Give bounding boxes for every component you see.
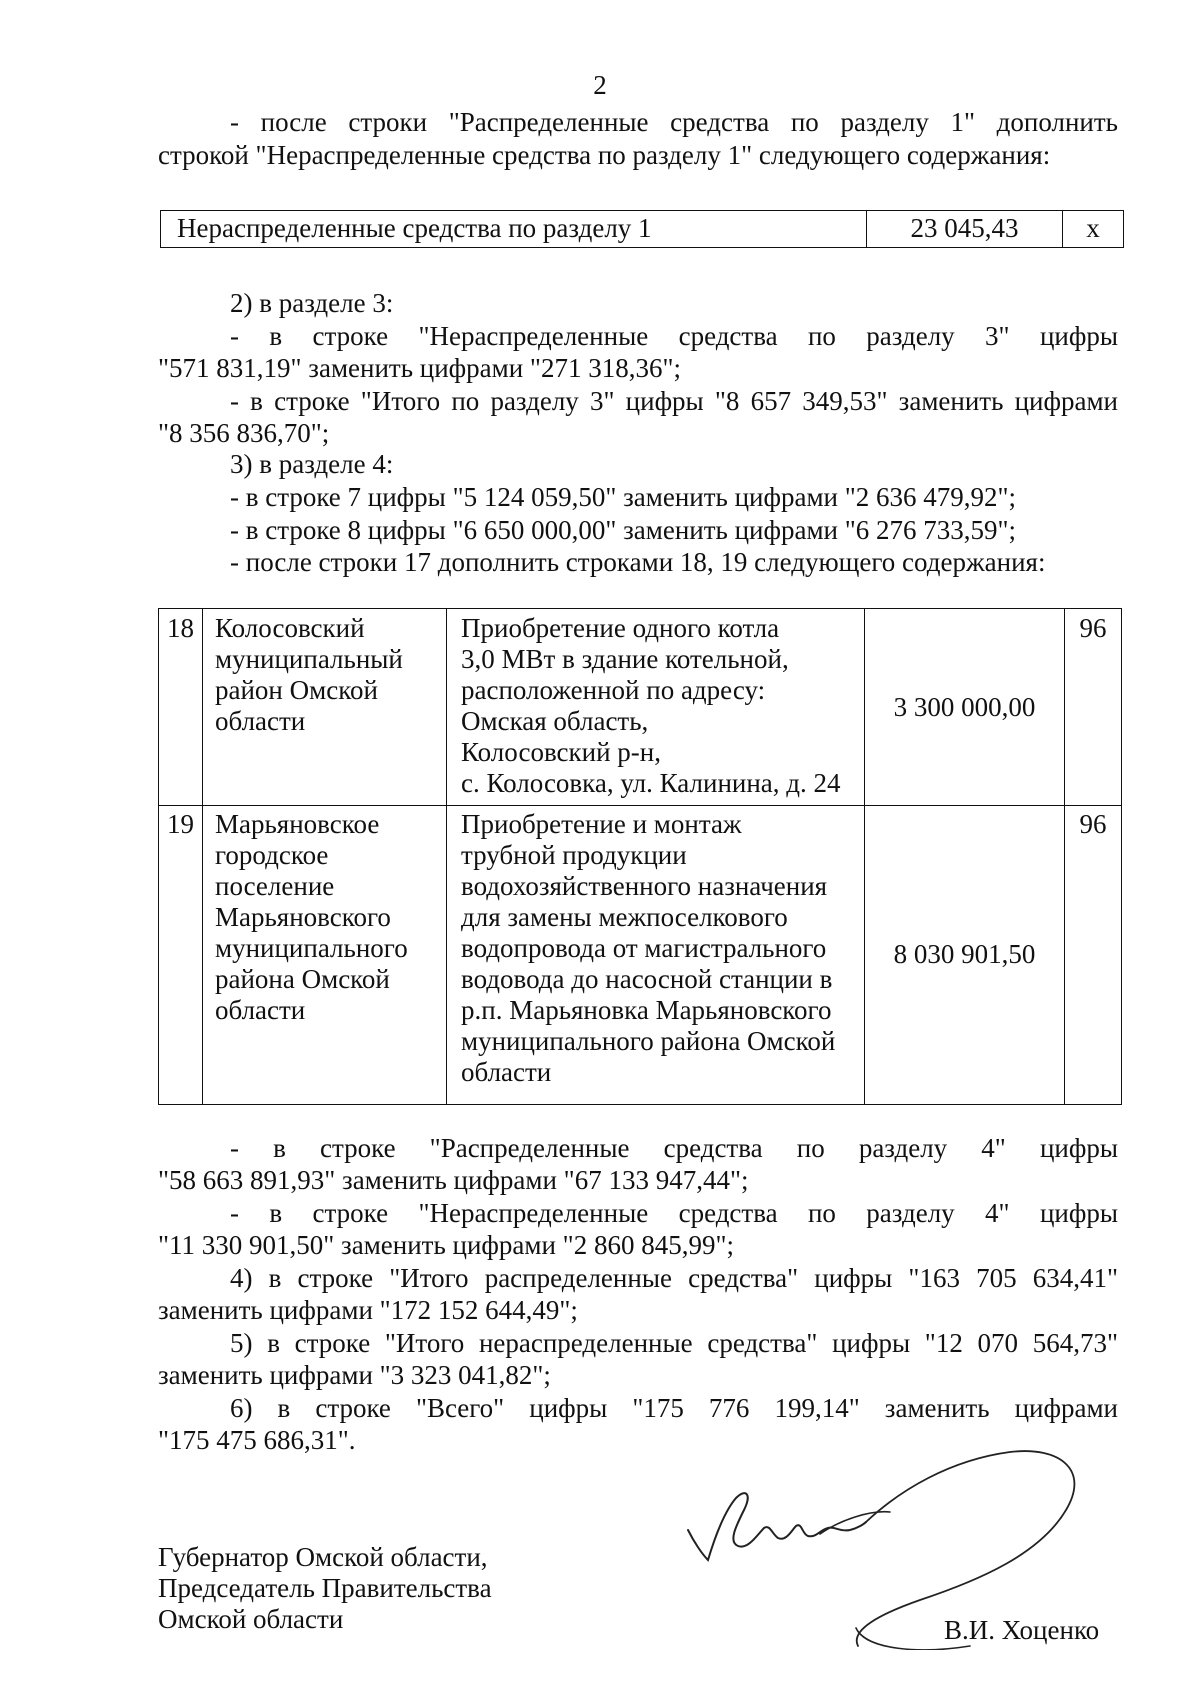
amount-cell: 3 300 000,00 (865, 609, 1065, 805)
section3-item2-line2: "8 356 836,70"; (158, 418, 330, 448)
section4-item2: - в строке 8 цифры "6 650 000,00" заменить цифрами "6 276 733,59"; (230, 515, 1017, 545)
section3-item1-line2: "571 831,19" заменить цифрами "271 318,36"; (158, 353, 681, 383)
signatory-title: Губернатор Омской области, Председатель Правительства Омской области (158, 1542, 492, 1634)
section3-heading: 2) в разделе 3: (230, 288, 394, 318)
description-cell: Приобретение и монтаж трубной продукции водохозяйственного назначения для замены межпоселкового водопровода от магистрального водовода до насосной станции в р.п. Марьяновка Марьяновского муниципального района Омской области (447, 805, 865, 1104)
point5-line2: заменить цифрами "3 323 041,82"; (158, 1360, 551, 1390)
code-cell: 96 (1079, 809, 1107, 839)
after-item2-line2: "11 330 901,50" заменить цифрами "2 860 845,99"; (158, 1230, 734, 1260)
section4-heading: 3) в разделе 4: (230, 449, 394, 479)
amount-cell: 8 030 901,50 (865, 805, 1065, 1104)
point6-line1: 6) в строке "Всего" цифры "175 776 199,14" заменить цифрами (230, 1393, 1118, 1423)
section3-item1-line1: - в строке "Нераспределенные средства по разделу 3" цифры (230, 321, 1118, 351)
code-cell: 96 (1079, 613, 1107, 643)
table1-label: Нераспределенные средства по разделу 1 (161, 211, 867, 247)
section3-item2-line1: - в строке "Итого по разделу 3" цифры "8 657 349,53" заменить цифрами (230, 386, 1118, 416)
point4-line2: заменить цифрами "172 152 644,49"; (158, 1295, 578, 1325)
table1-mark: х (1086, 213, 1100, 243)
new-rows-table (158, 608, 1122, 1105)
table-row-19 (159, 805, 1121, 1104)
point6-line2: "175 475 686,31". (158, 1425, 356, 1455)
recipient-cell: Колосовский муниципальный район Омской области (203, 609, 447, 805)
row-number: 19 (159, 805, 203, 1104)
intro-line-2: строкой "Нераспределенные средства по разделу 1" следующего содержания: (158, 140, 1051, 170)
section4-item3: - после строки 17 дополнить строками 18, 19 следующего содержания: (230, 547, 1046, 577)
unallocated-funds-table (160, 210, 1124, 248)
table1-amount: 23 045,43 (867, 211, 1063, 247)
description-cell: Приобретение одного котла 3,0 МВт в здание котельной, расположенной по адресу: Омская область, Колосовский р-н, с. Колосовка, ул. Калинина, д. 24 (447, 609, 865, 805)
signer-name: В.И. Хоценко (944, 1615, 1100, 1645)
after-item1-line2: "58 663 891,93" заменить цифрами "67 133 947,44"; (158, 1165, 749, 1195)
after-item2-line1: - в строке "Нераспределенные средства по разделу 4" цифры (230, 1198, 1118, 1228)
table-row-18 (159, 609, 1121, 806)
row-number: 18 (159, 609, 203, 805)
point4-line1: 4) в строке "Итого распределенные средства" цифры "163 705 634,41" (230, 1263, 1118, 1293)
page-number: 2 (593, 70, 607, 100)
recipient-cell: Марьяновское городское поселение Марьяновского муниципального района Омской области (203, 805, 447, 1104)
point5-line1: 5) в строке "Итого нераспределенные средства" цифры "12 070 564,73" (230, 1328, 1118, 1358)
section4-item1: - в строке 7 цифры "5 124 059,50" заменить цифрами "2 636 479,92"; (230, 482, 1017, 512)
intro-line-1: - после строки "Распределенные средства по разделу 1" дополнить (230, 107, 1118, 137)
after-item1-line1: - в строке "Распределенные средства по разделу 4" цифры (230, 1133, 1118, 1163)
